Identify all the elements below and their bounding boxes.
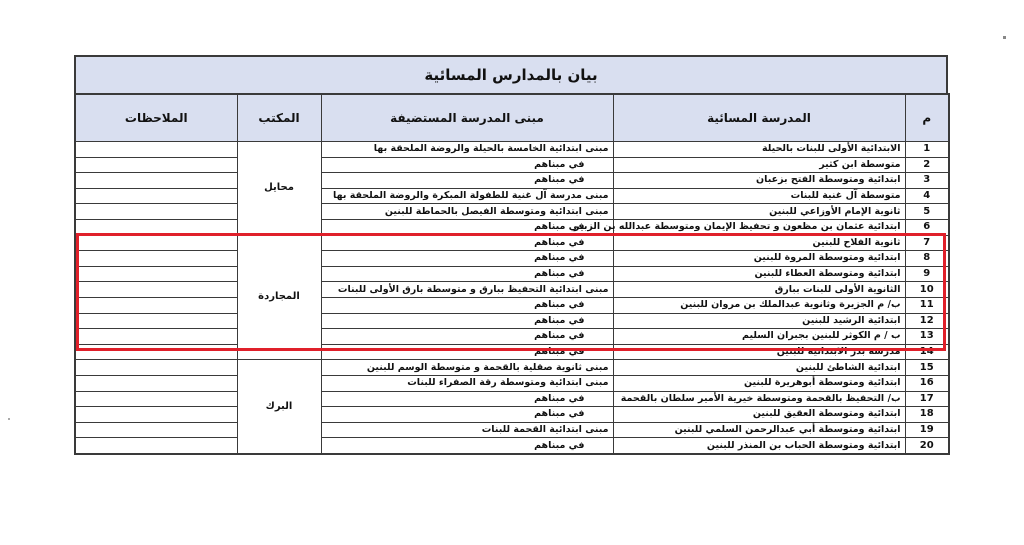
evening-school-cell: ثانوية الإمام الأوزاعي للبنين (613, 204, 905, 220)
row-number: 10 (905, 282, 949, 298)
host-building-cell: مبنى مدرسة آل غنية للطفولة المبكرة والروضة الملحقة بها (321, 188, 613, 204)
host-building-cell: مبنى ابتدائية الخامسة بالحيلة والروضة الملحقة بها (321, 142, 613, 158)
row-number: 7 (905, 235, 949, 251)
notes-cell (75, 204, 237, 220)
scan-speck (1003, 36, 1006, 39)
host-building-cell: مبنى ابتدائية القحمة للبنات (321, 422, 613, 438)
table-row (75, 360, 949, 376)
notes-cell (75, 407, 237, 423)
notes-cell (75, 219, 237, 235)
row-number: 17 (905, 391, 949, 407)
notes-cell (75, 188, 237, 204)
row-number: 11 (905, 297, 949, 313)
evening-school-cell: ابتدائية الشاطئ للبنين (613, 360, 905, 376)
row-number: 14 (905, 344, 949, 360)
schools-sheet (74, 55, 948, 455)
row-number: 4 (905, 188, 949, 204)
table-row (75, 188, 949, 204)
office-cell: محايل (237, 142, 321, 236)
notes-cell (75, 157, 237, 173)
table-row (75, 251, 949, 267)
host-building-cell: مبنى ثانوية صقلية بالقحمة و متوسطة الوسم للبنين (321, 360, 613, 376)
evening-school-cell: ابتدائية ومتوسطة العطاء للبنين (613, 266, 905, 282)
notes-cell (75, 251, 237, 267)
schools-table (74, 93, 950, 455)
notes-cell (75, 235, 237, 251)
table-row (75, 313, 949, 329)
notes-cell (75, 438, 237, 454)
evening-school-cell: ابتدائية ومتوسطة المروة للبنين (613, 251, 905, 267)
table-row (75, 344, 949, 360)
evening-school-cell: ابتدائية ومتوسطة أبي عبدالرحمن السلمي للبنين (613, 422, 905, 438)
host-building-cell: في مبناهم (321, 344, 613, 360)
evening-school-cell: متوسطة آل غنية للبنات (613, 188, 905, 204)
table-row (75, 282, 949, 298)
evening-school-cell: ابتدائية ومتوسطة العقيق للبنين (613, 407, 905, 423)
host-building-cell: في مبناهم (321, 157, 613, 173)
office-cell: المجاردة (237, 235, 321, 360)
table-row (75, 266, 949, 282)
host-building-cell: في مبناهم (321, 173, 613, 189)
notes-cell (75, 329, 237, 345)
host-building-cell: مبنى ابتدائية ومتوسطة الفيصل بالحماطة للبنين (321, 204, 613, 220)
row-number: 13 (905, 329, 949, 345)
table-row (75, 235, 949, 251)
notes-cell (75, 391, 237, 407)
scan-speck (8, 418, 10, 420)
table-row (75, 391, 949, 407)
table-row (75, 142, 949, 158)
notes-cell (75, 173, 237, 189)
notes-cell (75, 266, 237, 282)
table-row (75, 219, 949, 235)
evening-school-cell: ب/ م الجزيرة وثانوية عبدالملك بن مروان للبنين (613, 297, 905, 313)
host-building-cell: في مبناهم (321, 219, 613, 235)
table-row (75, 157, 949, 173)
evening-school-cell: متوسطة ابن كثير (613, 157, 905, 173)
host-building-cell: مبنى ابتدائية التحفيظ ببارق و متوسطة بارق الأولى للبنات (321, 282, 613, 298)
table-row (75, 407, 949, 423)
notes-cell (75, 375, 237, 391)
evening-school-cell: ابتدائية عثمان بن مظعون و تحفيظ الإيمان ومتوسطة عبدالله بن الزبير (613, 219, 905, 235)
notes-cell (75, 297, 237, 313)
row-number: 16 (905, 375, 949, 391)
notes-cell (75, 313, 237, 329)
table-row (75, 375, 949, 391)
row-number: 3 (905, 173, 949, 189)
evening-school-cell: ابتدائية ومتوسطة الحباب بن المنذر للبنين (613, 438, 905, 454)
row-number: 12 (905, 313, 949, 329)
row-number: 9 (905, 266, 949, 282)
host-building-cell: في مبناهم (321, 235, 613, 251)
office-cell: البرك (237, 360, 321, 454)
host-building-cell: في مبناهم (321, 313, 613, 329)
notes-cell (75, 142, 237, 158)
table-row (75, 173, 949, 189)
host-building-cell: في مبناهم (321, 266, 613, 282)
table-header-row (75, 94, 949, 142)
row-number: 15 (905, 360, 949, 376)
row-number: 2 (905, 157, 949, 173)
sheet-title: بيان بالمدارس المسائية (74, 55, 948, 93)
table-row (75, 329, 949, 345)
evening-school-cell: ثانوية الفلاح للبنين (613, 235, 905, 251)
header-host-building: مبنى المدرسة المستضيفة (321, 94, 613, 142)
row-number: 1 (905, 142, 949, 158)
header-notes: الملاحظات (75, 94, 237, 142)
header-office: المكتب (237, 94, 321, 142)
row-number: 6 (905, 219, 949, 235)
host-building-cell: في مبناهم (321, 438, 613, 454)
evening-school-cell: ابتدائية ومتوسطة الفتح بزعبان (613, 173, 905, 189)
evening-school-cell: ب / م الكوثر للبنين بجبران السليم (613, 329, 905, 345)
notes-cell (75, 360, 237, 376)
row-number: 5 (905, 204, 949, 220)
evening-school-cell: ابتدائية ومتوسطة أبوهريرة للبنين (613, 375, 905, 391)
evening-school-cell: الابتدائية الأولى للبنات بالحيلة (613, 142, 905, 158)
host-building-cell: في مبناهم (321, 251, 613, 267)
notes-cell (75, 282, 237, 298)
table-row (75, 438, 949, 454)
evening-school-cell: مدرسة بدر الابتدائية للبنين (613, 344, 905, 360)
header-evening-school: المدرسة المسائية (613, 94, 905, 142)
notes-cell (75, 422, 237, 438)
table-row (75, 204, 949, 220)
table-row (75, 297, 949, 313)
table-row (75, 422, 949, 438)
row-number: 18 (905, 407, 949, 423)
host-building-cell: في مبناهم (321, 297, 613, 313)
host-building-cell: مبنى ابتدائية ومتوسطة رقة الصفراء للبنات (321, 375, 613, 391)
row-number: 20 (905, 438, 949, 454)
host-building-cell: في مبناهم (321, 391, 613, 407)
evening-school-cell: ب/ التحفيظ بالقحمة ومتوسطة خيرية الأمير سلطان بالقحمة (613, 391, 905, 407)
row-number: 19 (905, 422, 949, 438)
host-building-cell: في مبناهم (321, 407, 613, 423)
notes-cell (75, 344, 237, 360)
row-number: 8 (905, 251, 949, 267)
header-num: م (905, 94, 949, 142)
host-building-cell: في مبناهم (321, 329, 613, 345)
evening-school-cell: الثانوية الأولى للبنات ببارق (613, 282, 905, 298)
evening-school-cell: ابتدائية الرشيد للبنين (613, 313, 905, 329)
